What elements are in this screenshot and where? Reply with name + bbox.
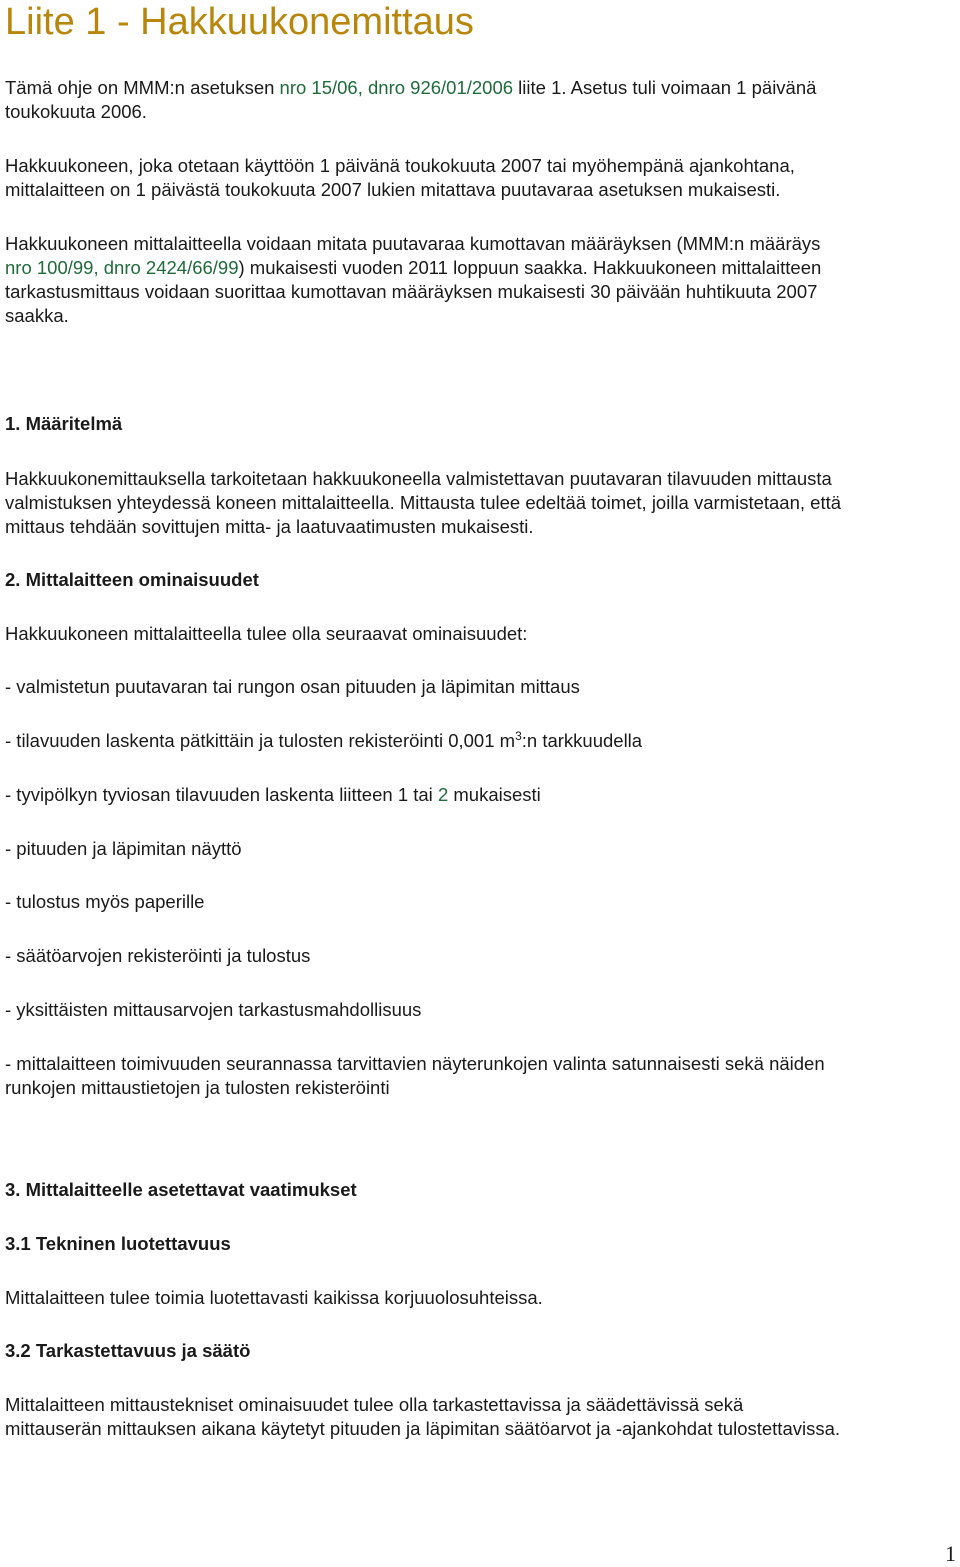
superscript: 3 [515, 728, 522, 743]
list-item: - mittalaitteen toimivuuden seurannassa tarvittavien näyterunkojen valinta satunnaisesti sekä näiden runkojen mittaustietojen ja tulosten rekisteröinti [5, 1053, 825, 1098]
section-1-text: Hakkuukonemittauksella tarkoitetaan hakkuukoneella valmistettavan puutavaran tilavuuden mittausta valmistuksen yhteydessä koneen mittalaitteella. Mittausta tulee edeltää toimet, joilla varmistetaan, että mittaus tehdään sovittujen mitta- ja laatuvaatimusten mukaisesti. [5, 468, 842, 537]
list-item [5, 783, 955, 807]
intro-text: ) mukaisesti vuoden 2011 loppuun saakka. Hakkuukoneen mittalaitteen tarkastusmittaus voidaan suorittaa kumottavan määräyksen mukaisesti 30 päivään huhtikuuta 2007 saakka. [5, 257, 822, 326]
list-item: - yksittäisten mittausarvojen tarkastusmahdollisuus [5, 999, 422, 1020]
intro-paragraph-3 [5, 232, 955, 328]
section-3-2-text: Mittalaitteen mittaustekniset ominaisuudet tulee olla tarkastettavissa ja säädettävissä sekä mittauserän mittauksen aikana käytetyt pituuden ja läpimitan säätöarvot ja -ajankohdat tulostettavissa. [5, 1394, 841, 1439]
section-2-heading: 2. Mittalaitteen ominaisuudet [5, 569, 259, 590]
appendix-link[interactable]: 2 [437, 784, 449, 805]
intro-text: Hakkuukoneen mittalaitteella voidaan mitata puutavaraa kumottavan määräyksen (MMM:n määräys [5, 233, 821, 254]
section-3-heading: 3. Mittalaitteelle asetettavat vaatimukset [5, 1179, 357, 1200]
old-regulation-link[interactable]: nro 100/99, dnro 2424/66/99 [5, 257, 239, 278]
list-item: - valmistetun puutavaran tai rungon osan pituuden ja läpimitan mittaus [5, 676, 580, 697]
section-3-2-heading: 3.2 Tarkastettavuus ja säätö [5, 1340, 251, 1361]
intro-paragraph-1 [5, 76, 955, 124]
list-item-text: - tyvipölkyn tyviosan tilavuuden laskenta liitteen 1 tai [5, 784, 438, 805]
list-item: - tulostus myös paperille [5, 891, 205, 912]
intro-paragraph-2: Hakkuukoneen, joka otetaan käyttöön 1 päivänä toukokuuta 2007 tai myöhempänä ajankohtana, mittalaitteen on 1 päivästä toukokuuta 2007 lukien mitattava puutavaraa asetuksen mukaisesti. [5, 155, 795, 200]
page-title: Liite 1 - Hakkuukonemittaus [5, 1, 474, 43]
list-item: - säätöarvojen rekisteröinti ja tulostus [5, 945, 311, 966]
list-item: - pituuden ja läpimitan näyttö [5, 838, 242, 859]
list-item [5, 729, 955, 753]
regulation-link[interactable]: nro 15/06, dnro 926/01/2006 [279, 77, 514, 98]
list-item-text: - tilavuuden laskenta pätkittäin ja tulosten rekisteröinti 0,001 m [5, 730, 516, 751]
section-3-1-text: Mittalaitteen tulee toimia luotettavasti kaikissa korjuuolosuhteissa. [5, 1287, 543, 1308]
list-item-text: :n tarkkuudella [521, 730, 643, 751]
list-item-text: mukaisesti [448, 784, 541, 805]
page-number: 1 [945, 1541, 956, 1566]
section-2-intro: Hakkuukoneen mittalaitteella tulee olla seuraavat ominaisuudet: [5, 623, 528, 644]
section-1-heading: 1. Määritelmä [5, 413, 123, 434]
intro-text: Tämä ohje on MMM:n asetuksen [5, 77, 280, 98]
intro-text: liite 1. Asetus tuli voimaan 1 päivänä toukokuuta 2006. [5, 77, 817, 122]
section-3-1-heading: 3.1 Tekninen luotettavuus [5, 1233, 231, 1254]
